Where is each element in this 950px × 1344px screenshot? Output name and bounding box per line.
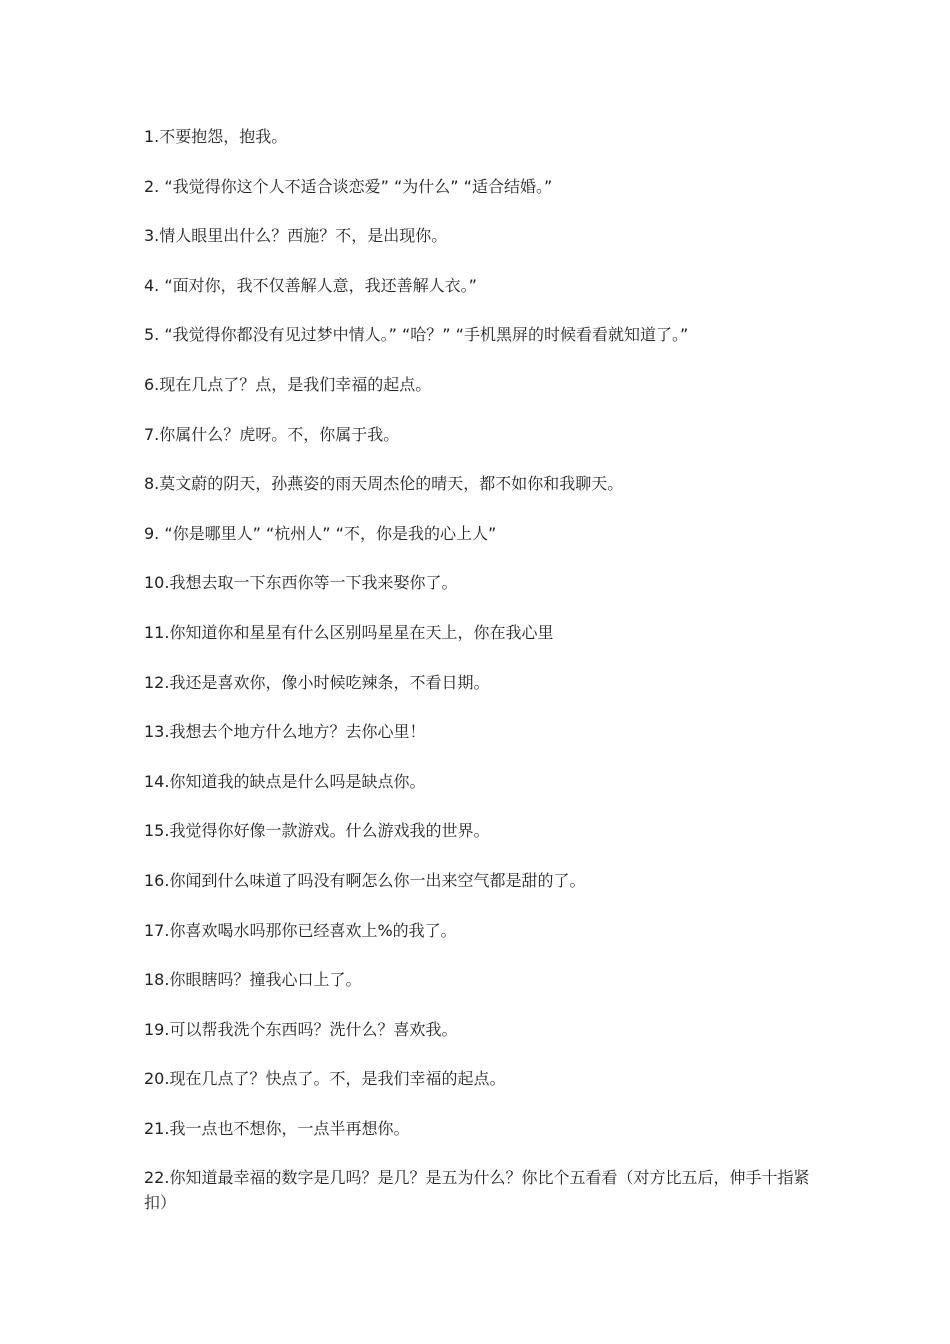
list-item: 18.你眼瞎吗？撞我心口上了。 [144,970,362,990]
list-item: 1.不要抱怨，抱我。 [144,127,288,146]
list-item: 10.我想去取一下东西你等一下我来娶你了。 [144,573,458,593]
list-item: 7.你属什么？虎呀。不，你属于我。 [144,424,400,444]
list-item: 19.可以帮我洗个东西吗？洗什么？喜欢我。 [144,1019,458,1039]
list-item: 21.我一点也不想你，一点半再想你。 [144,1118,410,1138]
list-item: 3.情人眼里出什么？西施？不，是出现你。 [144,226,448,246]
list-item: 20.现在几点了？快点了。不，是我们幸福的起点。 [144,1069,506,1089]
list-item: 13.我想去个地方什么地方？去你心里！ [144,722,426,742]
list-item: 9. “你是哪里人” “杭州人” “不，你是我的心上人” [144,523,497,543]
list-item: 22.你知道最幸福的数字是几吗？是几？是五为什么？你比个五看看（对方比五后，伸手十指紧扣） [144,1168,810,1213]
list-item: 14.你知道我的缺点是什么吗是缺点你。 [144,771,426,791]
list-item: 8.莫文蔚的阴天，孙燕姿的雨天周杰伦的晴天，都不如你和我聊天。 [144,474,624,494]
list-item: 6.现在几点了？点，是我们幸福的起点。 [144,374,432,394]
list-item: 12.我还是喜欢你，像小时候吃辣条，不看日期。 [144,672,490,692]
list-item: 11.你知道你和星星有什么区别吗星星在天上，你在我心里 [144,622,554,642]
list-item: 15.我觉得你好像一款游戏。什么游戏我的世界。 [144,821,490,841]
list-item: 17.你喜欢喝水吗那你已经喜欢上%的我了。 [144,920,457,940]
pickup-lines-list [144,124,812,1240]
list-item: 5. “我觉得你都没有见过梦中情人。” “哈？” “手机黑屏的时候看看就知道了。” [144,325,689,345]
list-item: 16.你闻到什么味道了吗没有啊怎么你一出来空气都是甜的了。 [144,870,586,890]
list-item: 4. “面对你，我不仅善解人意，我还善解人衣。” [144,275,477,295]
list-item: 2. “我觉得你这个人不适合谈恋爱” “为什么” “适合结婚。” [144,176,553,196]
